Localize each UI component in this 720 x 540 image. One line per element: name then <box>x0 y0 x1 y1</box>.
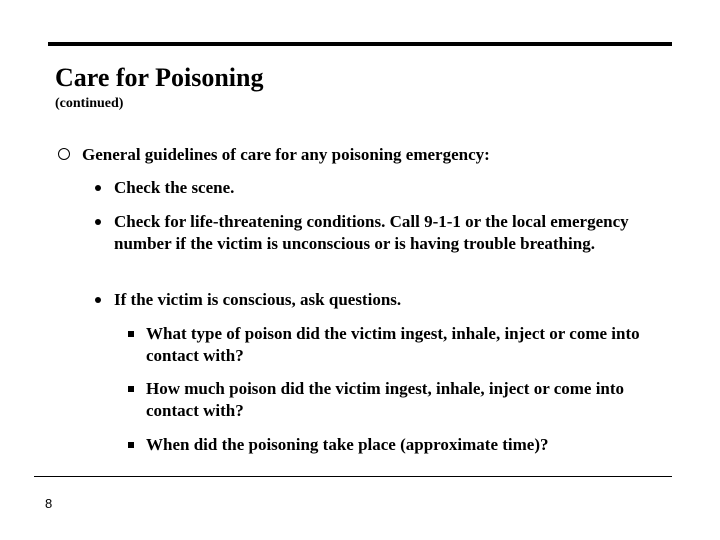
filled-square-icon <box>128 331 134 337</box>
filled-square-icon <box>128 442 134 448</box>
question-item <box>146 323 646 367</box>
bottom-divider <box>34 476 672 477</box>
bullet-ask-questions <box>114 289 654 311</box>
sub-point-text: Check the scene. <box>114 178 235 197</box>
filled-dot-icon <box>95 297 101 303</box>
slide-subtitle: (continued) <box>55 96 124 111</box>
bullet-check-conditions <box>114 211 644 255</box>
sub-point-text: Check for life-threatening conditions. Call 9-1-1 or the local emergency number if the victim is unconscious or is having trouble breathing. <box>114 212 629 253</box>
bullet-check-scene <box>114 177 654 199</box>
main-point-text: General guidelines of care for any poisoning emergency: <box>82 145 490 164</box>
page-number: 8 <box>45 496 53 511</box>
filled-dot-icon <box>95 219 101 225</box>
hollow-circle-icon <box>58 148 70 160</box>
filled-dot-icon <box>95 185 101 191</box>
sub-point-text: If the victim is conscious, ask questions. <box>114 290 402 309</box>
slide-title: Care for Poisoning <box>55 63 264 92</box>
question-item <box>146 378 646 422</box>
question-item <box>146 434 666 456</box>
top-divider <box>48 42 672 46</box>
bullet-main-point <box>82 144 682 166</box>
question-text: What type of poison did the victim ingest, inhale, inject or come into contact with? <box>146 324 640 365</box>
question-text: When did the poisoning take place (approximate time)? <box>146 435 549 454</box>
filled-square-icon <box>128 386 134 392</box>
question-text: How much poison did the victim ingest, inhale, inject or come into contact with? <box>146 379 625 420</box>
